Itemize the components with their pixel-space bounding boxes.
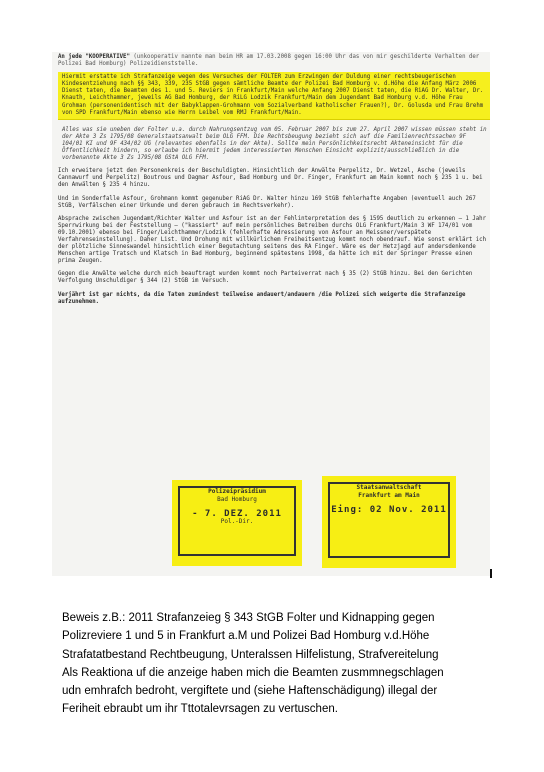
highlighted-complaint: Hiermit erstatte ich Strafanzeige wegen des Versuches der FOLTER zum Erzwingen der Duldung einer rechtsbeugerischen Kindesentziehung nach §§ 343, 339, 235 StGB gegen sämtliche Beamte der Polizei Bad Homburg v. d.Höhe die Anfang März 2006 Dienst taten, die Beamten des 1. und 5. Reviers in Frankfurt/Main welche Anfang 2007 Dienst taten, die RiAG Dr. Walter, Dr. Knauth, Leichthammer, jeweils AG Bad Homburg, der RiLG Lodzik Frankfurt/Main dem Jugendamt Bad Homburg v.d. Höhe Frau Grohman (personenidentisch mit der Babyklappen-Grohmann vom Sozialverband katholischer Frauen?), Dr. Golusda und Frau Brehm von SPD Frankfurt/Main ebenso wie Herrn Leibel vom RMJ Frankfurt/Main. [58, 72, 490, 120]
stamp-left [172, 480, 302, 566]
caption-line-6: Feriheit ebraubt um ihr Tttotalevrsagen zu vertuschen. [62, 703, 338, 716]
caption-line-5: udn emhrafch bedroht, vergiftete und (siehe Haftenschädigung) illegal der [62, 685, 438, 698]
stamp-left-sig: Pol.-Dir. [220, 518, 254, 525]
caption-line-1: Beweis z.B.: 2011 Strafanzeieg § 343 StGB Folter und Kidnapping gegen [62, 612, 435, 624]
stamp-left-line1: Polizeipräsidium [208, 488, 266, 495]
stamp-right [322, 476, 456, 568]
paragraph-asfour: Und im Sonderfalle Asfour, Grohmann kommt gegenuber RiAG Dr. Walter hinzu 169 StGB fehlerhafte Angaben (eventuell auch 267 StGB, Verfälschen einer Urkunde und deren gebrauch im Rechtsverkehr). [58, 195, 476, 209]
caption-line-3: Strafatatbestand Rechtbeugung, Unteralssen Hilfelistung, Strafvereitelung [62, 648, 439, 661]
paragraph-statute: Verjährt ist gar nichts, da die Taten zumindest teilweise andauert/andauern /die Polizei sich weigerte die Strafanzeige aufzunehmen. [58, 291, 466, 305]
paragraph-agreement: Absprache zwischen Jugendamt/Richter Walter und Asfour ist an der Fehlinterpretation des § 1595 deutlich zu erkennen – 1 Jahr Sperrwirkung bei der Feststellung – ("kassiert" auf mein persönliches Betreiben durchs OLG Frankfurt/Main 3 WF 174/01 vom 09.10.2001) ebenso bei Finger/Leichthammer/Lodzik (fehlerhafte Adressierung von Asfour an Meissner/verspätete Verfahrenseinstellung). Daher List. Und Drohung mit willkürlichem Freiheitsentzug kommt noch obendrauf. Wie sonst erklärt ich der plötzliche Sinneswandel hinsichtlich einer Begutachtung seitens des RA Finger. Wäre es der Hetzjagd auf andersdenkende Menschen artige Tratsch und Klatsch in Bad Homburg, beginnend spätestens 1998, da hätte ich mit der Springer Presse einen prima Zeugen. [58, 215, 487, 265]
paragraph-lawyers: Gegen die Anwälte welche durch mich beauftragt wurden kommt noch Parteiverrat nach § 35 (2) StGB hinzu. Bei den Gerichten Verfolgung Unschuldiger § 344 (2) StGB im Versuch. [58, 271, 473, 285]
stamp-left-line2: Bad Homburg [217, 496, 257, 503]
margin-mark [490, 569, 492, 578]
italic-paragraph: Alles was sie uneben der Folter u.a. durch Nahrungsentzug vom 05. Februar 2007 bis zum 27. April 2007 wissen müssen steht in der Akte 3 Zs 1795/08 Generalstaatsanwalt beim OLG FFM. Die Rechtsbeugung bezieht sich auf die Familienrechtssachen 9F 104/01 KI und 9F 434/02 UG (relevantes ebenfalls in der Akte). Sollte mein Persönlichkeitsrecht Akteneinsicht für die Öffentlichkeit hindern, so erlaube ich hiermit jedem interessierten Menschen Einsicht explizit/ausschließlich in die vorbenannte Akte 3 Zs 1795/08 GStA OLG FFM. [62, 126, 487, 162]
caption-line-2: Polizreviere 1 und 5 in Frankfurt a.M und Polizei Bad Homburg v.d.Höhe [62, 630, 430, 643]
header-lead: An jede "KOOPERATIVE" [58, 54, 130, 60]
letter-header [58, 54, 490, 68]
stamp-right-date: Eing: 02 Nov. 2011 [331, 505, 447, 515]
stamp-right-line2: Frankfurt am Main [358, 492, 420, 499]
header-rest: (unkooperativ nannte man beim HR am 17.03.2008 gegen 16:00 Uhr das von mir geschilderte Verhalten der Polizei Bad Homburg) Polizeidienststelle. [58, 54, 480, 68]
stamp-right-line1: Staatsanwaltschaft [356, 484, 422, 491]
stamp-left-date: - 7. DEZ. 2011 [192, 509, 282, 519]
caption-line-4: Als Reaktiona uf die anzeige haben mich die Beamten zusmmnegschlagen [62, 666, 444, 679]
caption [62, 609, 512, 719]
paragraph-accused: Ich erweitere jetzt den Personenkreis der Beschuldigten. Hinsichtlich der Anwälte Perpelitz, Dr. Wetzel, Asche (jeweils Cannawurf und Perpelitz) Boutrous und Dagmar Asfour, Bad Homburg und Dr. Finger, Frankfurt am Main kommt noch § 235 1 u. bei den Anwälten § 235 4 hinzu. [58, 168, 483, 189]
